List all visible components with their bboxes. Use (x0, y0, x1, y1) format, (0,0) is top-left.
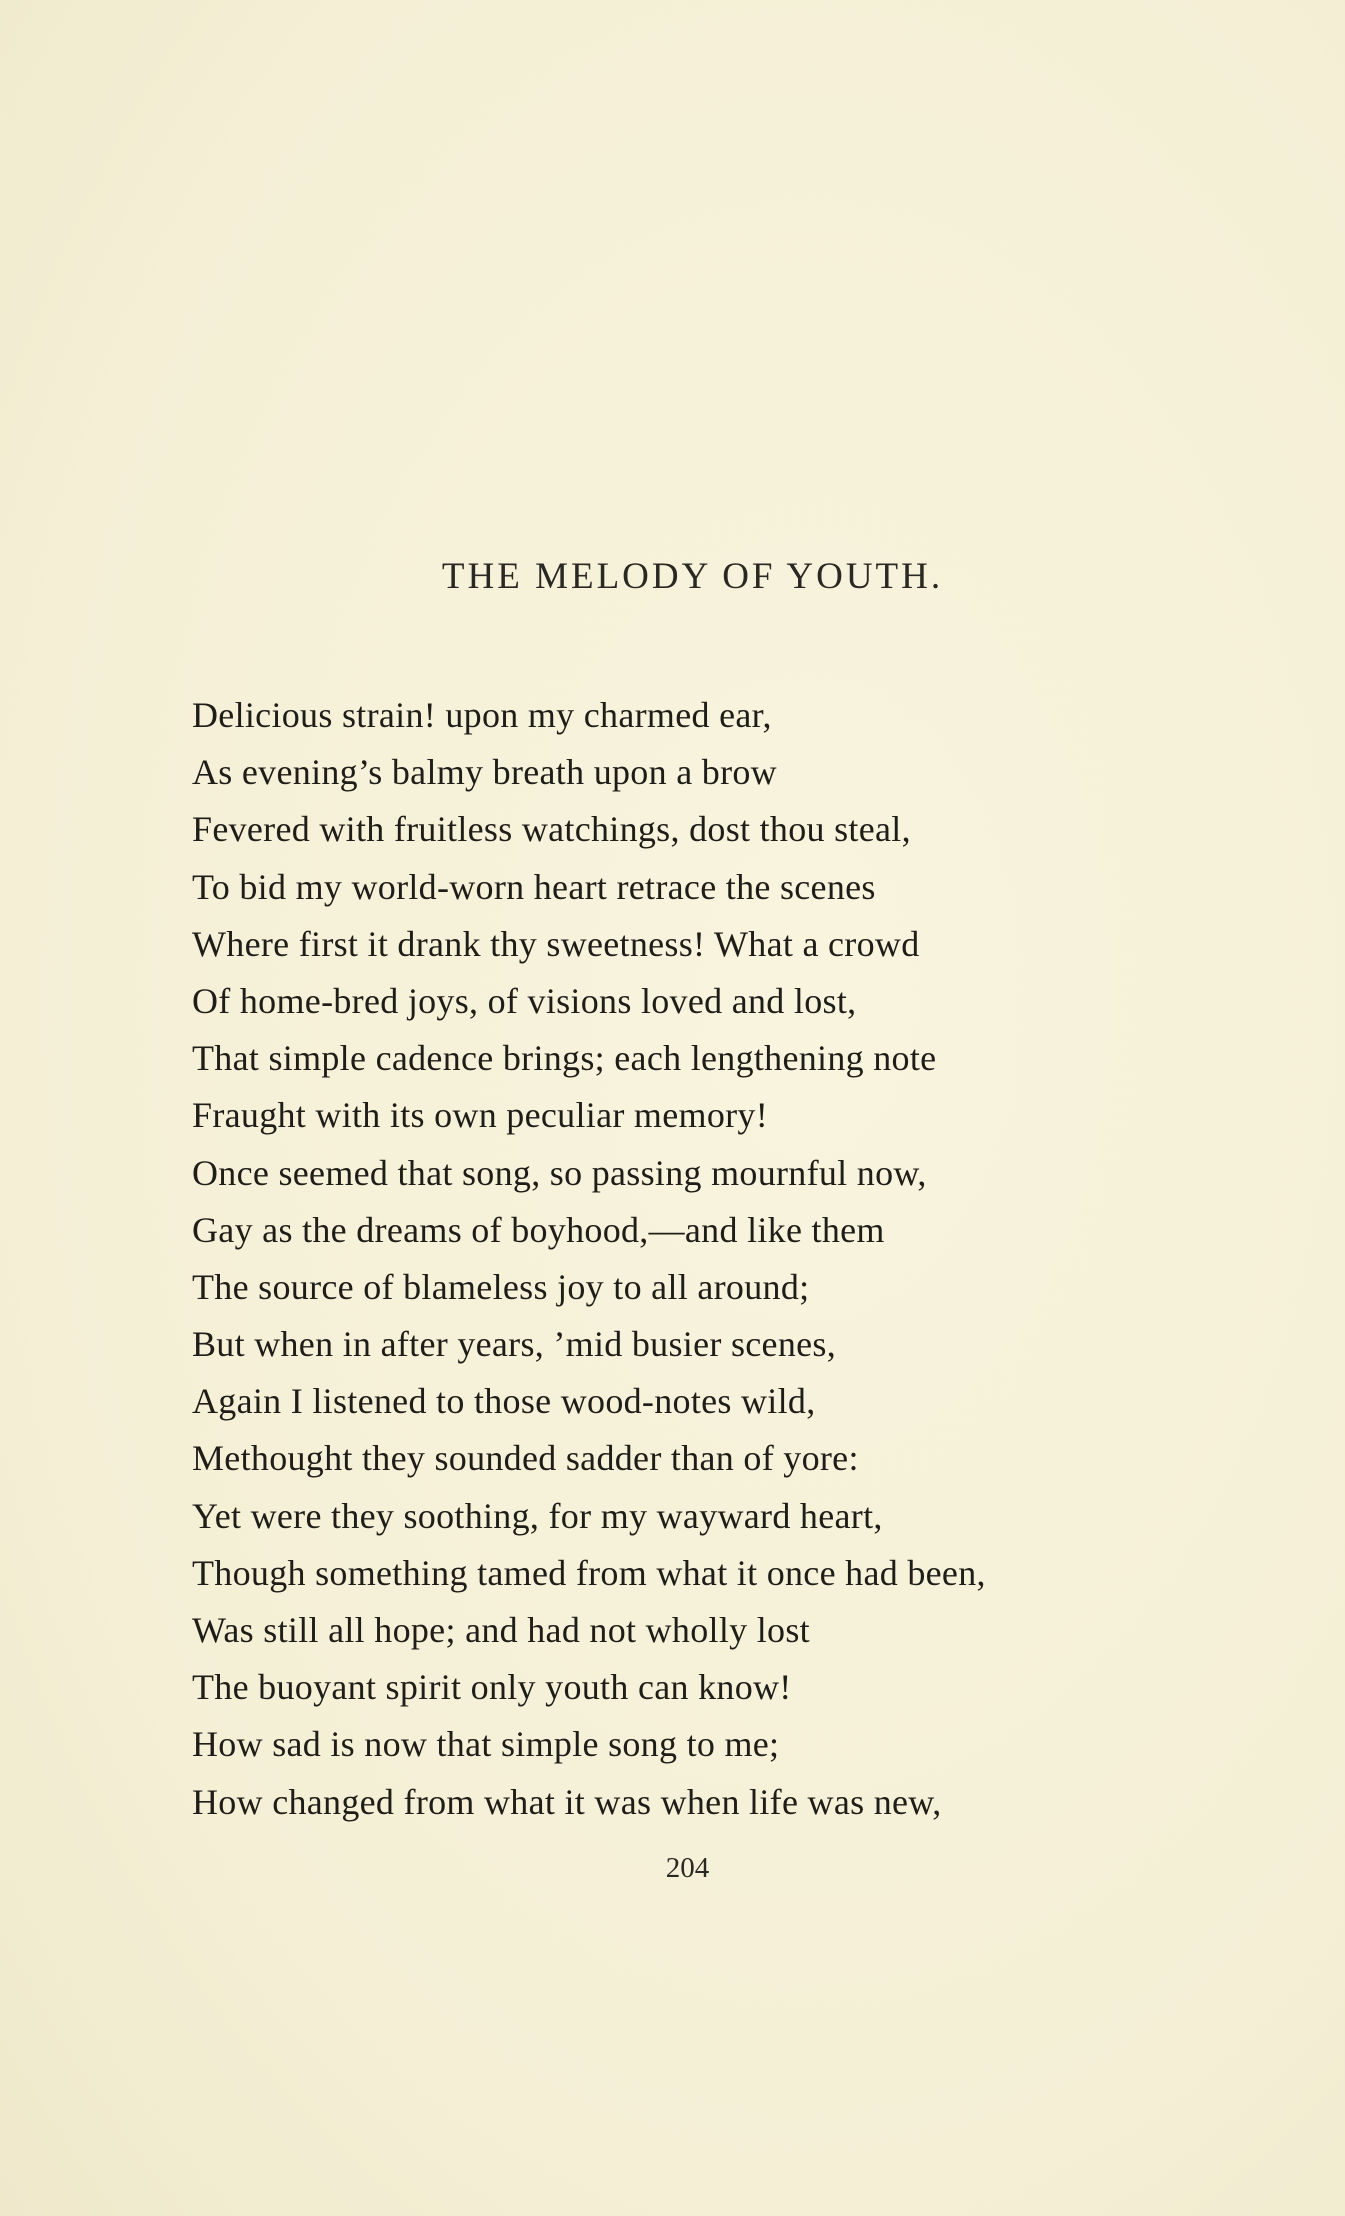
poem-line: Methought they sounded sadder than of yore: (192, 1438, 859, 1479)
poem-line: To bid my world-worn heart retrace the scenes (192, 866, 876, 907)
poem-line: Was still all hope; and had not wholly lost (192, 1610, 810, 1650)
poem-line: Though something tamed from what it once had been, (192, 1552, 986, 1593)
poem-line: Once seemed that song, so passing mournful now, (192, 1152, 927, 1193)
poem-line: As evening’s balmy breath upon a brow (192, 752, 777, 793)
page-title: THE MELODY OF YOUTH. (441, 556, 944, 597)
poem-line: But when in after years, ’mid busier scenes, (192, 1324, 837, 1365)
poem-line: Delicious strain! upon my charmed ear, (192, 695, 772, 735)
poem-line: The source of blameless joy to all around; (192, 1266, 810, 1307)
poem-line: How sad is now that simple song to me; (192, 1724, 780, 1765)
poem-line: Where first it drank thy sweetness! What a crowd (192, 923, 920, 964)
poem-line: Again I listened to those wood-notes wild, (192, 1381, 816, 1422)
poem-body (192, 687, 1312, 1831)
poem-line: Of home-bred joys, of visions loved and lost, (192, 980, 857, 1021)
poem-line: Fraught with its own peculiar memory! (192, 1095, 768, 1136)
poem-line: Yet were they soothing, for my wayward heart, (192, 1495, 883, 1536)
poem-line: Gay as the dreams of boyhood,—and like them (192, 1209, 885, 1250)
poem-line: Fevered with fruitless watchings, dost thou steal, (192, 809, 911, 850)
poem-line: The buoyant spirit only youth can know! (192, 1667, 792, 1708)
poem-line: That simple cadence brings; each lengthening note (192, 1038, 937, 1079)
page-number: 204 (665, 1852, 710, 1884)
poem-line: How changed from what it was when life was new, (192, 1781, 942, 1822)
